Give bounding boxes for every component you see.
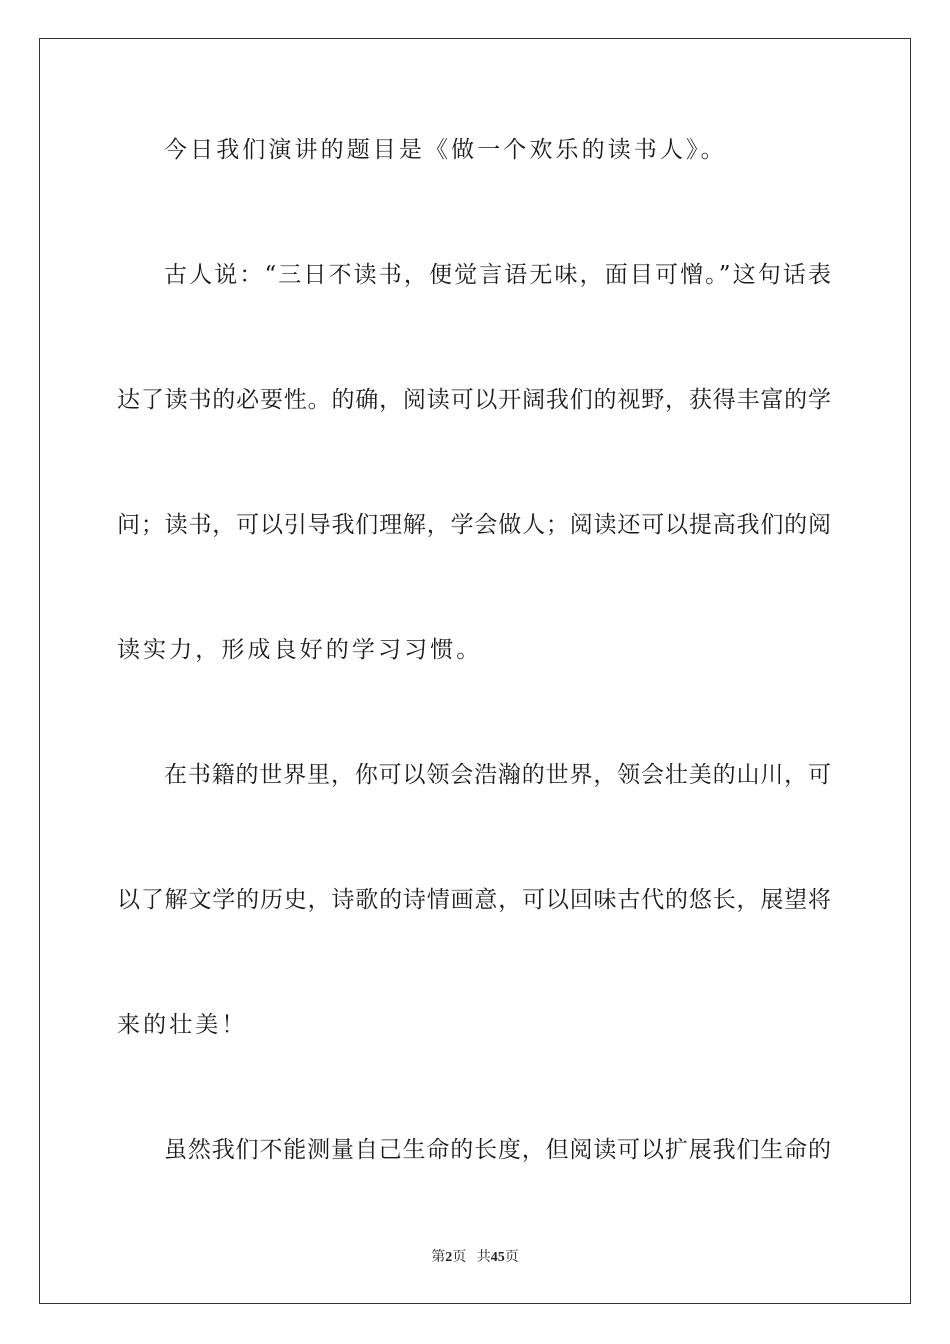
- paragraph-line-6: 在书籍的世界里，你可以领会浩瀚的世界，领会壮美的山川，可: [164, 762, 831, 788]
- page-border: [39, 38, 911, 1304]
- paragraph-line-8: 来的壮美！: [117, 1012, 248, 1038]
- paragraph-line-3: 达了读书的必要性。的确，阅读可以开阔我们的视野，获得丰富的学: [117, 387, 831, 413]
- footer-total-prefix: 共: [476, 1250, 491, 1265]
- paragraph-line-2: 古人说：“三日不读书，便觉言语无味，面目可憎。”这句话表: [164, 262, 831, 288]
- paragraph-line-5: 读实力，形成良好的学习习惯。: [117, 637, 483, 663]
- footer-page-prefix: 第: [431, 1250, 446, 1265]
- paragraph-line-9: 虽然我们不能测量自己生命的长度，但阅读可以扩展我们生命的: [164, 1137, 831, 1163]
- paragraph-line-1: 今日我们演讲的题目是《做一个欢乐的读书人》。: [164, 137, 727, 163]
- footer-page-number: 2: [445, 1250, 453, 1265]
- footer-total-suffix: 页: [504, 1250, 519, 1265]
- page-footer: [0, 1246, 950, 1266]
- paragraph-line-4: 问；读书，可以引导我们理解，学会做人；阅读还可以提高我们的阅: [117, 512, 831, 538]
- paragraph-line-7: 以了解文学的历史，诗歌的诗情画意，可以回味古代的悠长，展望将: [117, 887, 831, 913]
- footer-total-pages: 45: [490, 1250, 505, 1265]
- footer-page-suffix: 页: [452, 1250, 467, 1265]
